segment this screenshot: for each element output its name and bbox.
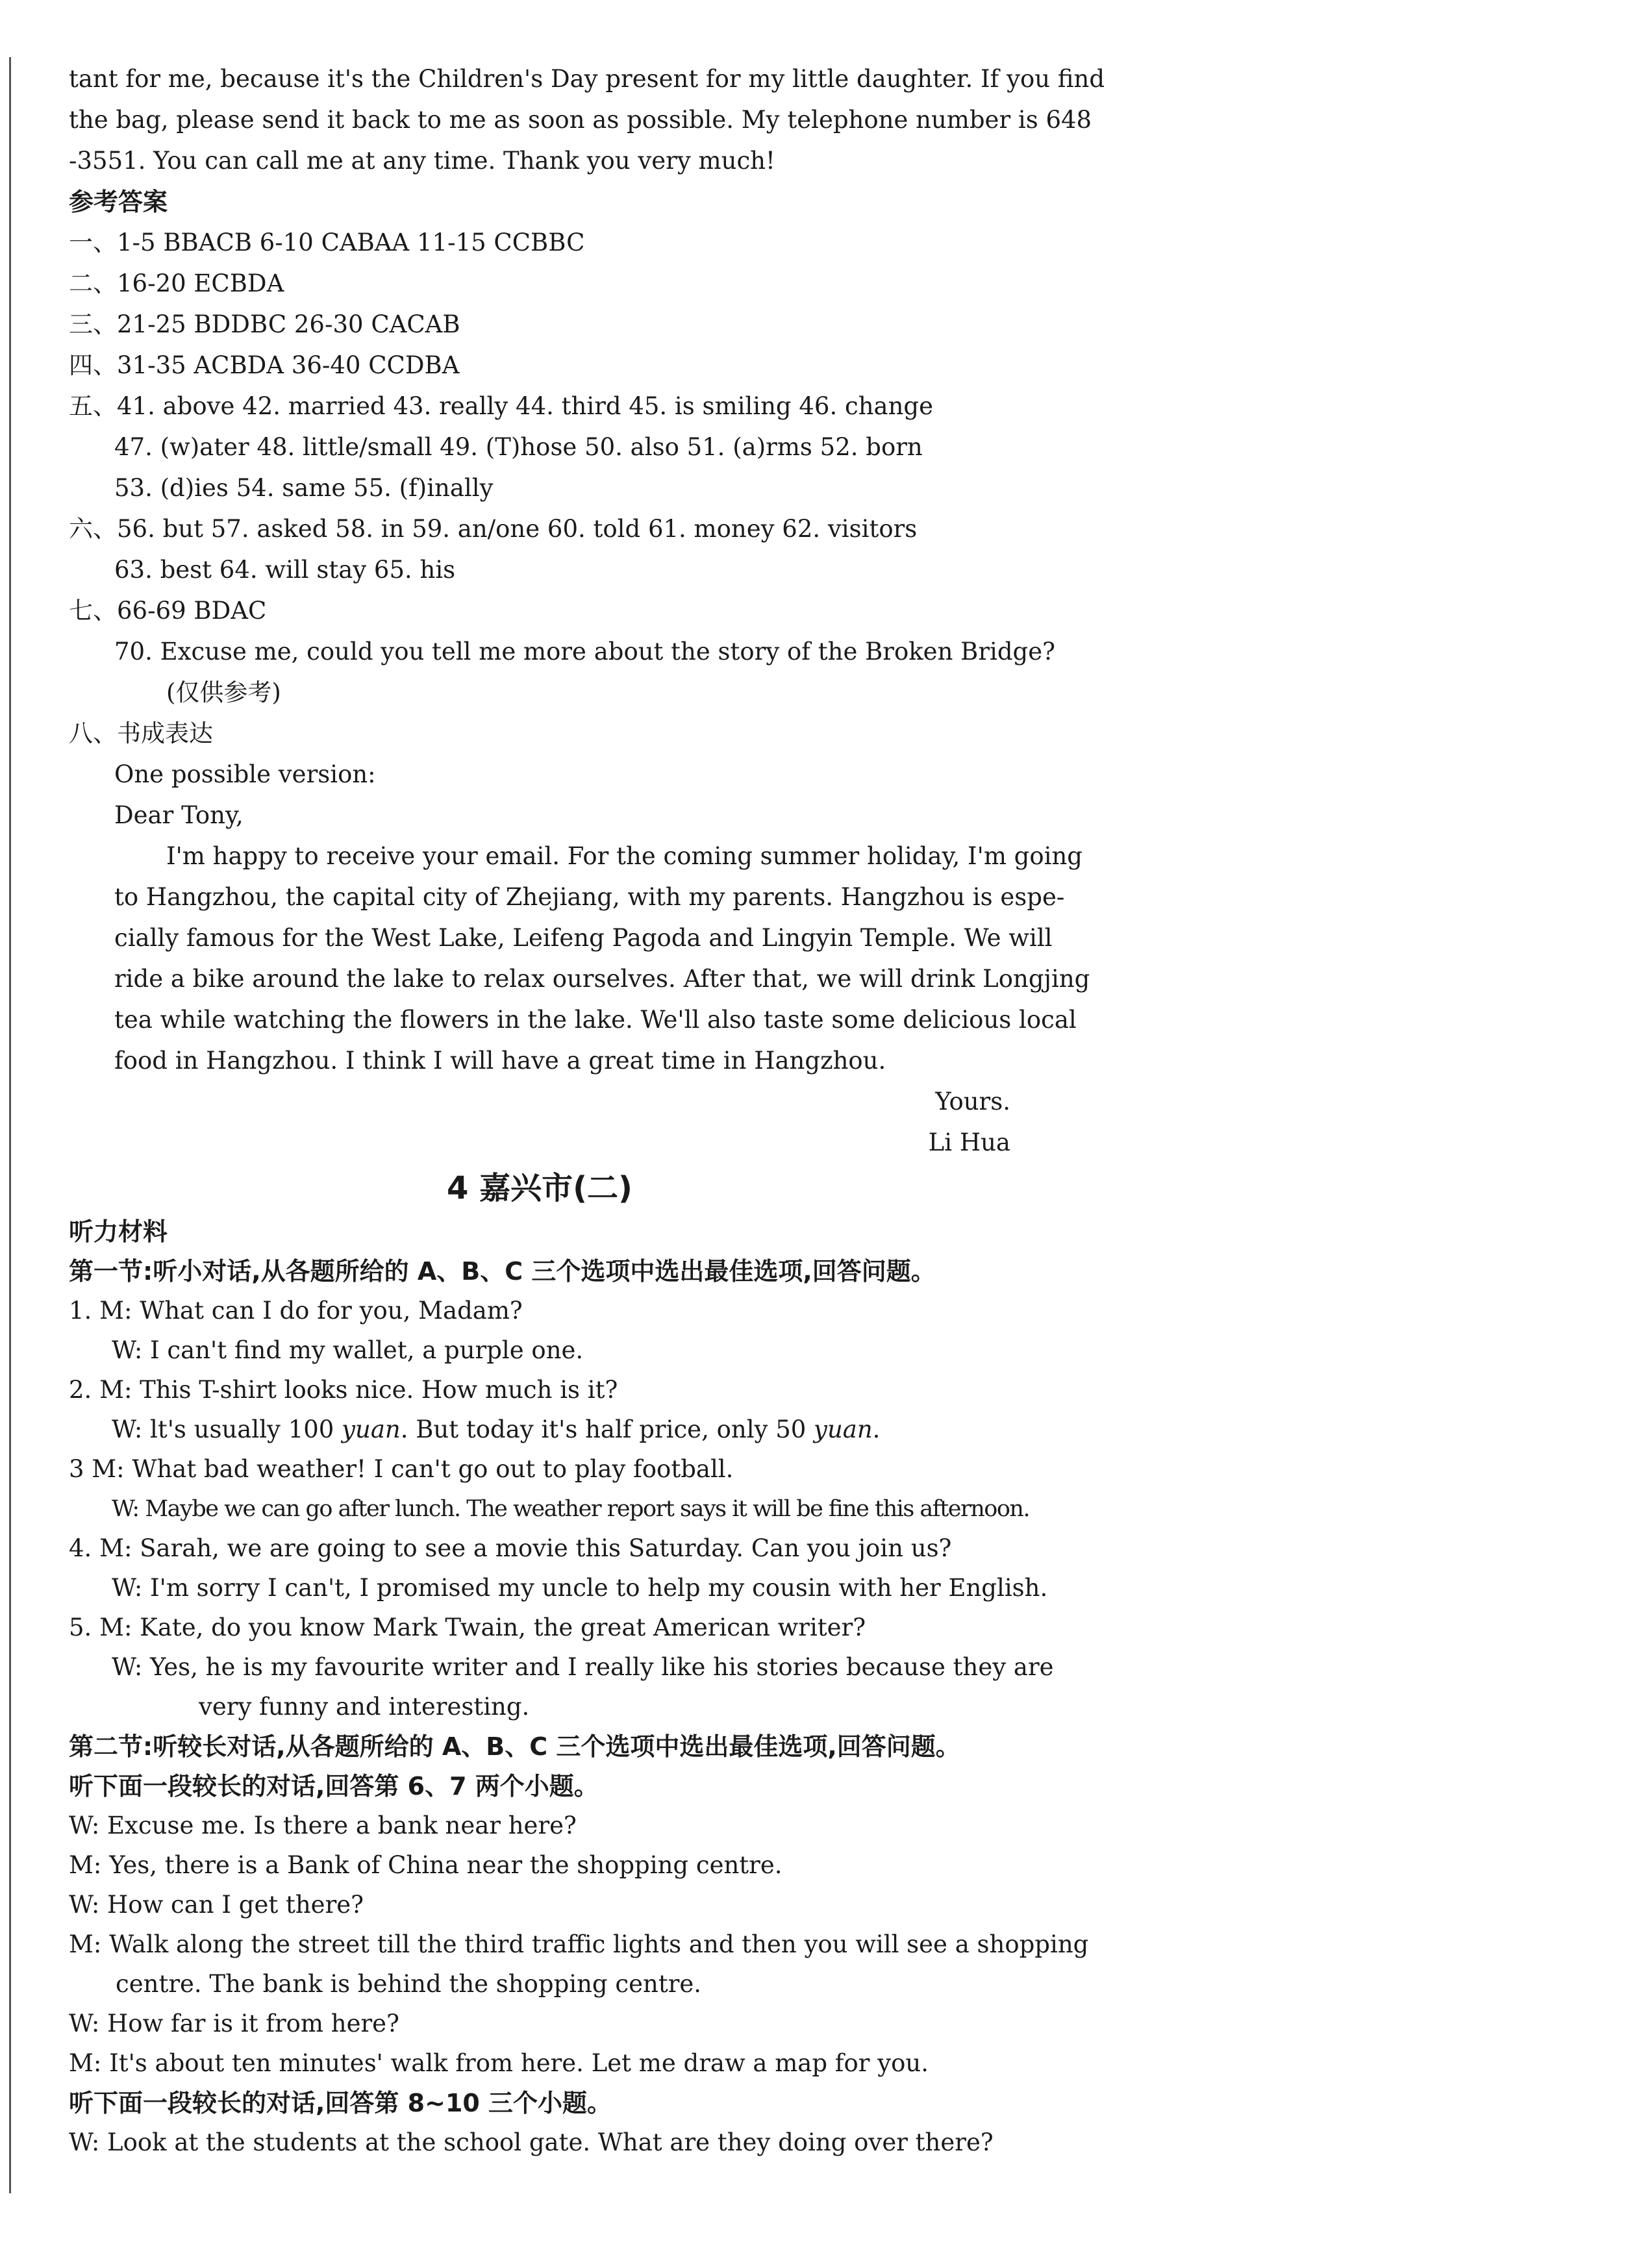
dialog-line: 2. M: This T-shirt looks nice. How much is it? [69, 1376, 618, 1404]
essay-line: I'm happy to receive your email. For the coming summer holiday, I'm going [166, 842, 1083, 870]
listening-heading: 听力材料 [69, 1217, 168, 1246]
essay-signature: Li Hua [928, 1128, 1010, 1156]
letter-line: tant for me, because it's the Children's Day present for my little daughter. If you find [69, 65, 1105, 93]
answer-line: 70. Excuse me, could you tell me more about the story of the Broken Bridge? [114, 638, 1055, 666]
answer-line: 五、41. above 42. married 43. really 44. third 45. is smiling 46. change [69, 392, 933, 420]
currency-word: yuan [342, 1415, 401, 1443]
dialog-line: M: Yes, there is a Bank of China near the shopping centre. [69, 1851, 782, 1879]
letter-line: -3551. You can call me at any time. Thank you very much! [69, 147, 775, 175]
answer-line: 三、21-25 BDDBC 26-30 CACAB [69, 310, 460, 338]
answer-line: 53. (d)ies 54. same 55. (f)inally [114, 474, 494, 502]
essay-line: tea while watching the flowers in the lake. We'll also taste some delicious local [114, 1006, 1077, 1034]
essay-line: to Hangzhou, the capital city of Zhejiang, with my parents. Hangzhou is espe- [114, 883, 1065, 911]
essay-closing: Yours. [935, 1088, 1010, 1115]
dialog-line: 5. M: Kate, do you know Mark Twain, the great American writer? [69, 1613, 866, 1641]
dialog-line: W: I can't find my wallet, a purple one. [112, 1336, 584, 1364]
dialog-line: very funny and interesting. [199, 1693, 530, 1721]
dialog-text: W: lt's usually 100 [112, 1415, 342, 1443]
answer-line: 六、56. but 57. asked 58. in 59. an/one 60. told 61. money 62. visitors [69, 515, 918, 543]
dialog-line: centre. The bank is behind the shopping centre. [116, 1970, 702, 1998]
dialog-line: M: It's about ten minutes' walk from here. Let me draw a map for you. [69, 2049, 929, 2077]
answer-line: 63. best 64. will stay 65. his [114, 556, 456, 584]
dialog-line: M: Walk along the street till the third traffic lights and then you will see a shopping [69, 1930, 1089, 1958]
dialog2-heading: 听下面一段较长的对话,回答第 8~10 三个小题。 [69, 2089, 612, 2117]
answer-line: 七、66-69 BDAC [69, 597, 267, 625]
dialog-line: 3 M: What bad weather! I can't go out to play football. [69, 1455, 734, 1483]
answer-key-heading: 参考答案 [69, 188, 168, 216]
essay-greeting: Dear Tony, [114, 801, 244, 829]
answer-note: (仅供参考) [166, 679, 281, 706]
dialog-line: 4. M: Sarah, we are going to see a movie this Saturday. Can you join us? [69, 1534, 952, 1562]
section-title: 4 嘉兴市(二) [447, 1170, 632, 1206]
answer-line: 八、书成表达 [69, 719, 213, 747]
dialog-text: . [872, 1415, 881, 1443]
answer-line: 一、1-5 BBACB 6-10 CABAA 11-15 CCBBC [69, 229, 585, 256]
part1-heading: 第一节:听小对话,从各题所给的 A、B、C 三个选项中选出最佳选项,回答问题。 [69, 1257, 936, 1286]
dialog-line: 1. M: What can I do for you, Madam? [69, 1297, 523, 1325]
part2-heading: 第二节:听较长对话,从各题所给的 A、B、C 三个选项中选出最佳选项,回答问题。 [69, 1732, 960, 1761]
dialog-line: W: I'm sorry I can't, I promised my uncle to help my cousin with her English. [112, 1574, 1048, 1602]
essay-line: ride a bike around the lake to relax ourselves. After that, we will drink Longjing [114, 965, 1090, 993]
answer-line: 四、31-35 ACBDA 36-40 CCDBA [69, 351, 460, 379]
essay-line: food in Hangzhou. I think I will have a great time in Hangzhou. [114, 1047, 886, 1075]
essay-line: cially famous for the West Lake, Leifeng Pagoda and Lingyin Temple. We will [114, 924, 1053, 952]
dialog1-heading: 听下面一段较长的对话,回答第 6、7 两个小题。 [69, 1772, 599, 1800]
letter-line: the bag, please send it back to me as soon as possible. My telephone number is 648 [69, 106, 1092, 134]
currency-word: yuan [814, 1415, 873, 1443]
dialog-line: W: How far is it from here? [69, 2010, 399, 2037]
dialog-line: W: Excuse me. Is there a bank near here? [69, 1812, 577, 1839]
answer-line: 47. (w)ater 48. little/small 49. (T)hose 50. also 51. (a)rms 52. born [114, 433, 923, 461]
dialog-line [112, 1414, 880, 1446]
dialog-line: W: Maybe we can go after lunch. The weather report says it will be fine this afternoon. [112, 1496, 1030, 1522]
answer-line: 二、16-20 ECBDA [69, 269, 284, 297]
dialog-line: W: How can I get there? [69, 1891, 364, 1919]
essay-intro: One possible version: [114, 760, 376, 788]
dialog-text: . But today it's half price, only 50 [400, 1415, 814, 1443]
dialog-line: W: Yes, he is my favourite writer and I really like his stories because they are [112, 1653, 1054, 1681]
margin-rule [9, 57, 11, 2193]
dialog-line: W: Look at the students at the school gate. What are they doing over there? [69, 2128, 994, 2156]
